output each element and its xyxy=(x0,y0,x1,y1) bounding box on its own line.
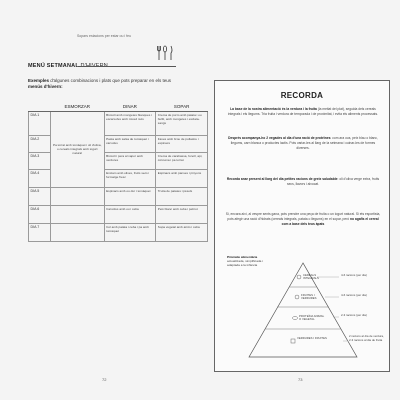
dinar-cell: Col amb patata i ceba i pa amb tomàquet xyxy=(104,223,156,241)
menu-title-season: D'HIVERN xyxy=(80,63,108,69)
portion-label: 4-6 racions (per dia) xyxy=(341,293,367,297)
dinar-cell: Enciam amb olives, fruits secs i formatge fresc xyxy=(104,169,156,187)
sopar-cell: Crema de porro amb patata i ou bullit, amb mongetes i esclata-sangs xyxy=(156,111,208,135)
menu-title-row xyxy=(28,58,176,72)
examples-bold: Exemples xyxy=(28,78,50,83)
running-head: Sopars estacions per estar ou i feu xyxy=(76,34,132,38)
examples-bold-end: menús d'hivern: xyxy=(28,84,63,89)
esmorzar-cell xyxy=(50,223,104,241)
paragraph-evening xyxy=(225,212,381,226)
dinar-cell: Pasta amb salsa de tomàquet i carxofes xyxy=(104,135,156,152)
examples-text: d'algunes combinacions i plats que pots preparar en els teus xyxy=(49,78,171,83)
day-label: DIA 7 xyxy=(29,223,51,241)
level-label: FRUITES I VERDURES xyxy=(301,293,317,301)
sopar-cell: Crema de carabassa, fonoll, api, cúrcuma i pa torrat xyxy=(156,152,208,169)
dinar-cell: Bròcoli i pera al vapor amb verdures xyxy=(104,152,156,169)
column-header-sopar: SOPAR xyxy=(156,103,208,111)
sopar-cell: Sopa vegetal amb arròs i ceba xyxy=(156,223,208,241)
paragraph-proteins xyxy=(225,136,381,150)
day-label: DIA 3 xyxy=(29,152,51,169)
esmorzar-cell xyxy=(50,205,104,223)
sopar-cell: Faves amb brou de pollastre i espinacs xyxy=(156,135,208,152)
level-label: VERDURES I FRUITES xyxy=(297,336,327,340)
pyramid-caption-text: actualitzada, simplificada i adaptada a la infància xyxy=(227,259,263,267)
paragraph-proteins-text: : com ara ous, peix blau o blanc, llegums, carn blanca o productes lactis. Pots variar-les al llarg de la setmana i cuinar-les de formes diverses. xyxy=(230,136,378,150)
paragraph-evening-text: Si, encara així, al vespre sents gana, pots prendre una peça de fruita o un iogurt natural. Si ets esportista, pots afegir una ració d'hidrats (cereals integrals, patata o llegums) en el sopar, però xyxy=(225,212,381,221)
sopar-cell: Peix blanc amb ceba i pebrot xyxy=(156,205,208,223)
paragraph-base-text: (la meitat del plat), seguida dels cereals integrals i els llegums. Tria fruita i verdura de temporada i de proximitat, i evita els aliments processats. xyxy=(227,107,379,116)
day-label: DIA 2 xyxy=(29,135,51,152)
dinar-cell: Bròcoli amb mongetes blanques i escarxofes amb mixed nuts xyxy=(104,111,156,135)
dinar-cell: Espinacs amb ou dur i tomàquet xyxy=(104,187,156,205)
level-label: PROTEÏNA ANIMAL O VEGETAL xyxy=(299,314,325,322)
right-page xyxy=(210,46,394,382)
fish-icon xyxy=(293,317,298,320)
paragraph-proteins-bold: Desprès acompanya-ho 2 vegades al dia d'una ració de proteïnes xyxy=(228,136,331,140)
dinar-cell: Carxofes amb ou i ceba xyxy=(104,205,156,223)
cutlery-icon xyxy=(156,44,174,62)
pyramid-graphic xyxy=(215,249,391,369)
day-label: DIA 6 xyxy=(29,205,51,223)
sopar-cell: Espinacs amb panses i pinyons xyxy=(156,169,208,187)
page-number: 73 xyxy=(298,377,303,382)
esmorzar-cell xyxy=(50,187,104,205)
menu-title-bold: MENÚ SETMANAL xyxy=(28,63,79,69)
food-pyramid xyxy=(215,249,391,369)
paragraph-base-bold: La base de la nostra alimentació és la verdura i la fruita xyxy=(230,107,317,111)
recorda-box xyxy=(214,80,390,372)
table-row xyxy=(29,205,208,223)
vegetable-icon xyxy=(291,339,295,343)
title-divider xyxy=(78,66,176,67)
column-header-day xyxy=(29,103,51,111)
portion-label: 4-6 racions (per dia) xyxy=(341,273,367,277)
recorda-heading: RECORDA xyxy=(280,91,324,100)
day-label: DIA 4 xyxy=(29,169,51,187)
table-row xyxy=(29,223,208,241)
examples-intro xyxy=(28,78,178,90)
day-label: DIA 1 xyxy=(29,111,51,135)
paragraph-fats-text: : oli d'oliva verge extra, fruits secs, llavors i alvocat. xyxy=(286,177,380,186)
grain-icon xyxy=(297,275,301,279)
table-row xyxy=(29,111,208,135)
column-header-esmorzar: ESMORZAR xyxy=(50,103,104,111)
portion-label: 2 racions al dia de verdura, 2-3 racions al dia de fruita xyxy=(349,334,384,342)
page-number: 72 xyxy=(102,377,107,382)
apple-icon xyxy=(295,295,299,299)
weekly-menu-table xyxy=(28,103,208,242)
left-page xyxy=(6,34,203,382)
pyramid-caption-bold: Piràmide alimentària xyxy=(227,255,258,259)
esmorzar-cell: Pa torrat amb tomàquet i oli d'oliva, o cereals integrals amb iogurt natural xyxy=(50,111,104,187)
portion-label: 2-3 racions (per dia) xyxy=(341,313,367,317)
day-label: DIA 5 xyxy=(29,187,51,205)
paragraph-evening-bold: no agafis el cereal com a base dels teus àpats xyxy=(281,216,379,226)
paragraph-fats xyxy=(225,177,381,187)
column-header-dinar: DINAR xyxy=(104,103,156,111)
pyramid-caption xyxy=(227,255,267,267)
paragraph-fats-bold: Recorda anar present al llarg del dia petites racions de greix saludable xyxy=(226,177,338,181)
sopar-cell: Truita de patates i pèsols xyxy=(156,187,208,205)
level-label: CEREALS INTEGRALS xyxy=(303,273,319,281)
paragraph-base xyxy=(225,107,381,117)
table-row xyxy=(29,187,208,205)
